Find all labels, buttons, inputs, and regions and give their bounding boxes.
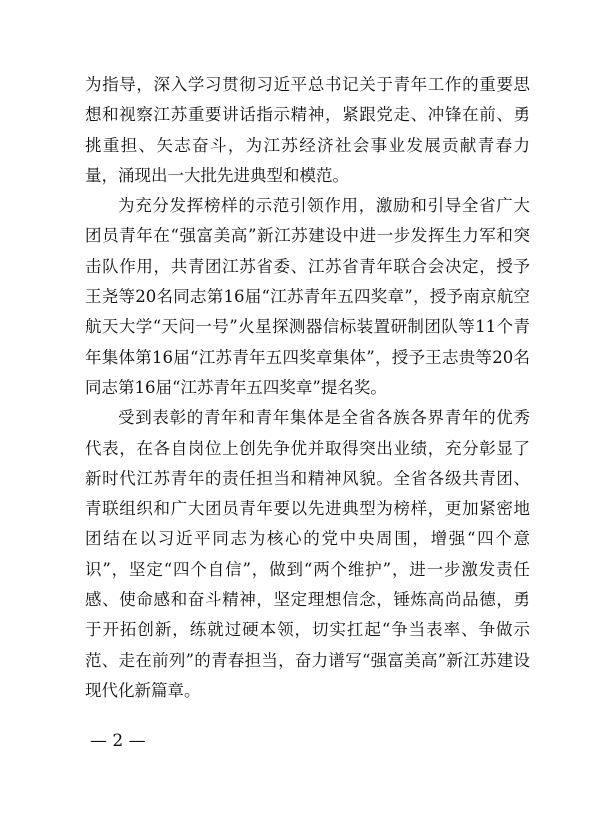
paragraph-award-decision: 为充分发挥榜样的示范引领作用，激励和引导全省广大团员青年在“强富美高”新江苏建设中进一步发挥生力军和突击队作用，共青团江苏省委、江苏省青年联合会决定，授予王尧等20名同志第16届“江苏青年五四奖章”，授予南京航空航天大学“天问一号”火星探测器信标装置研制团队等11个青年集体第16届“江苏青年五四奖章集体”，授予王志贵等20名同志第16届“江苏青年五四奖章”提名奖。 [85, 196, 530, 397]
page-number: — 2 — [90, 731, 146, 751]
paragraph-call-to-action: 受到表彰的青年和青年集体是全省各族各界青年的优秀代表，在各自岗位上创先争优并取得突出业绩，充分彰显了新时代江苏青年的责任担当和精神风貌。全省各级共青团、青联组织和广大团员青年要以先进典型为榜样，更加紧密地团结在以习近平同志为核心的党中央周围，增强“四个意识”，坚定“四个自信”，做到“两个维护”，进一步激发责任感、使命感和奋斗精神，坚定理想信念，锤炼高尚品德，勇于开拓创新，练就过硬本领，切实扛起“争当表率、争做示范、走在前列”的青春担当，奋力谱写“强富美高”新江苏建设现代化新篇章。 [85, 408, 530, 700]
document-body [85, 70, 530, 706]
paragraph-continuation: 为指导，深入学习贯彻习近平总书记关于青年工作的重要思想和视察江苏重要讲话指示精神，紧跟党走、冲锋在前、勇挑重担、矢志奋斗，为江苏经济社会事业发展贡献青春力量，涌现出一大批先进典型和模范。 [85, 75, 530, 185]
